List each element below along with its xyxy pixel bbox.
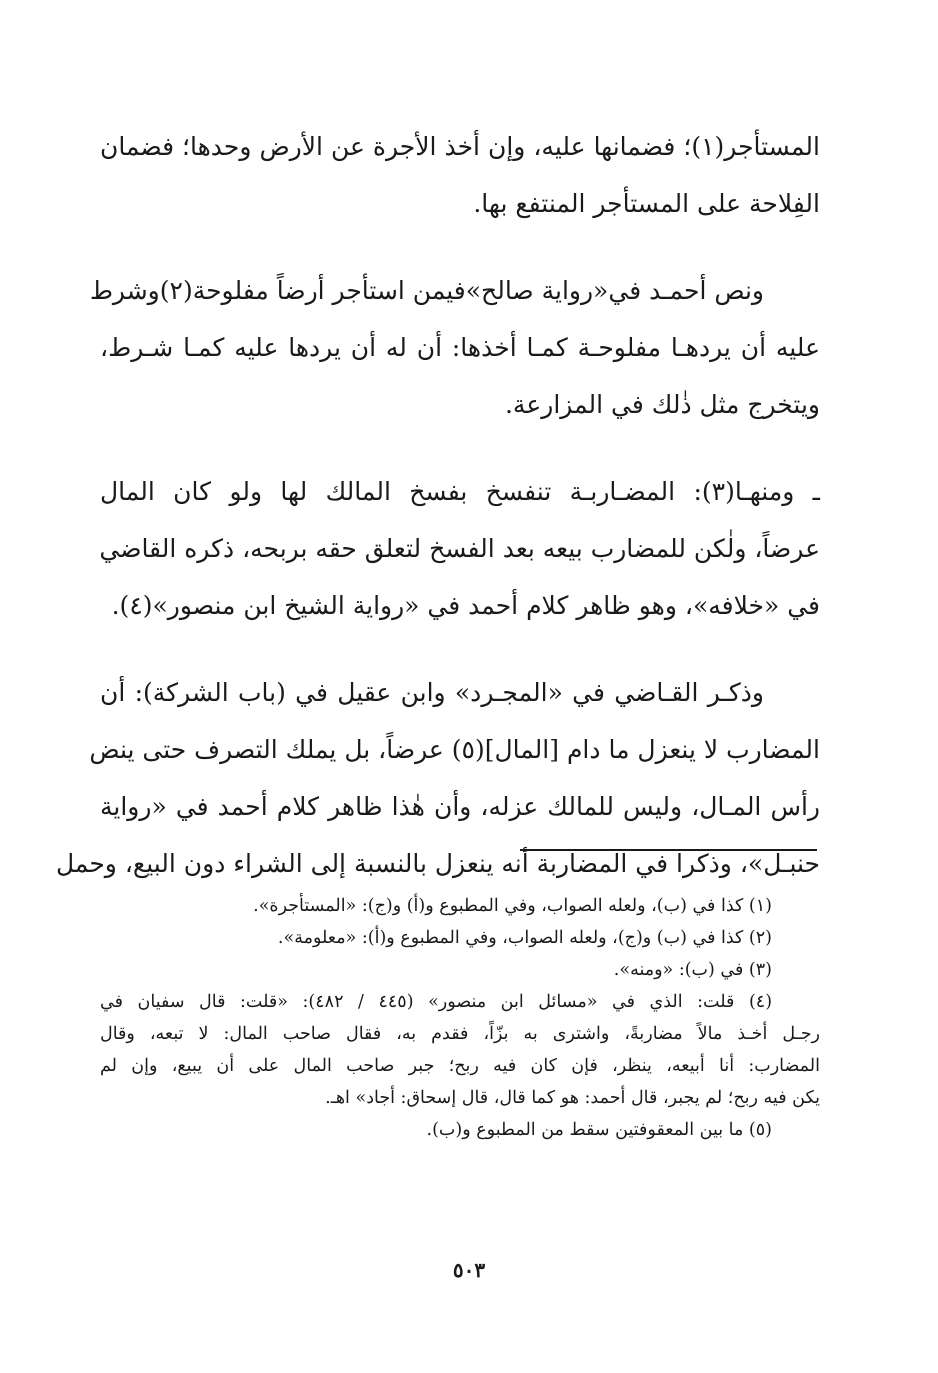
footnote-line: المضارب: أنا أبيعه، ينظر، فإن كان فيه ربح؛ جبر صاحب المال على أن يبيع، وإن لم xyxy=(100,1056,820,1076)
footnote-line: رجـل أخـذ مالاً مضاربةً، واشترى به بزّاً، فقدم به، فقال صاحب المال: لا تبعه، وقال xyxy=(100,1024,820,1044)
footnote-line: (٤) قلت: الذي في «مسائل ابن منصور» (٤٤٥ / ٤٨٢): «قلت: قال سفيان في xyxy=(100,992,773,1012)
text-line: حنبـل»، وذكرا في المضاربة أنه ينعزل بالنسبة إلى الشراء دون البيع، وحمل xyxy=(55,849,820,878)
footnote-line: (٢) كذا في (ب) و(ج)، ولعله الصواب، وفي المطبوع و(أ): «معلومة». xyxy=(277,928,772,948)
text-line: عليه أن يردهـا مفلوحـة كمـا أخذها: أن له أن يردها عليه كمـا شـرط، xyxy=(100,333,820,362)
text-line: ويتخرج مثل ذٰلك في المزارعة. xyxy=(504,390,820,419)
paragraph-2 xyxy=(89,262,820,433)
footnote-line: (٣) في (ب): «ومنه». xyxy=(613,960,772,980)
main-text xyxy=(55,118,820,892)
text-line: وذكـر القـاضي في «المجـرد» وابن عقيل في (باب الشركة): أن xyxy=(100,678,764,707)
text-line: في «خلافه»، وهو ظاهر كلام أحمد في «رواية الشيخ ابن منصور»(٤). xyxy=(111,591,820,620)
text-line: الفِلاحة على المستأجر المنتفع بها. xyxy=(473,189,820,218)
text-line: رأس المـال، وليس للمالك عزله، وأن هٰذا ظاهر كلام أحمد في «رواية xyxy=(100,792,820,821)
text-line: ونص أحمـد في«رواية صالح»فيمن استأجر أرضاً مفلوحة(٢)وشرط xyxy=(89,276,764,305)
footnote-line: يكن فيه ربح؛ لم يجبر، قال أحمد: هو كما قال، قال إسحاق: أجاد» اهـ. xyxy=(325,1088,820,1108)
page-number: ٥٠٣ xyxy=(452,1258,486,1282)
footnote-line: (٥) ما بين المعقوفتين سقط من المطبوع و(ب). xyxy=(426,1120,772,1140)
footnotes xyxy=(100,890,820,1146)
paragraph-4 xyxy=(55,664,820,892)
text-line: المستأجر(١)؛ فضمانها عليه، وإن أخذ الأجرة عن الأرض وحدها؛ فضمان xyxy=(100,132,820,161)
footnote-line: (١) كذا في (ب)، ولعله الصواب، وفي المطبوع و(أ) و(ج): «المستأجرة». xyxy=(253,896,772,916)
text-line: ـ ومنهـا(٣): المضـاربـة تنفسخ بفسخ المالك لها ولو كان المال xyxy=(100,477,820,506)
paragraph-1 xyxy=(100,118,820,232)
text-line: عرضاً، ولٰكن للمضارب بيعه بعد الفسخ لتعلق حقه بربحه، ذكره القاضي xyxy=(99,534,820,563)
footnote-divider xyxy=(520,849,817,851)
paragraph-3 xyxy=(100,463,820,634)
text-line: المضارب لا ينعزل ما دام [المال](٥) عرضاً، بل يملك التصرف حتى ينض xyxy=(89,735,820,764)
